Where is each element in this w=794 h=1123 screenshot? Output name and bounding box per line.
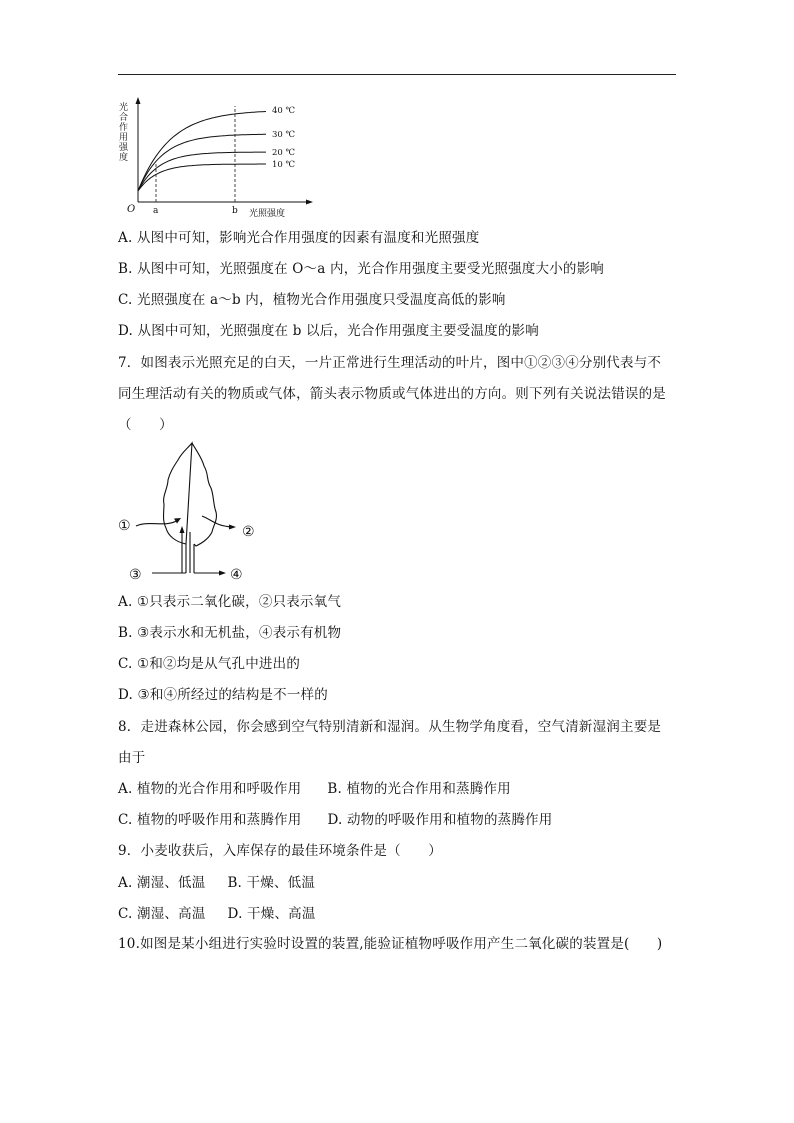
y-axis-arrow (136, 97, 141, 104)
q7-option-c: C. ①和②均是从气孔中进出的 (118, 656, 301, 672)
label-3: ③ (129, 567, 142, 583)
arrow-4-head (219, 571, 226, 576)
q9-option-a: A. 潮湿、低温 (118, 875, 206, 891)
q7-stem-line1: 7．如图表示光照充足的白天，一片正常进行生理活动的叶片，图中①②③④分别代表与不 (118, 355, 662, 371)
arrow-2 (202, 516, 232, 527)
curve-2 (138, 152, 266, 191)
y-label-char: 用 (119, 133, 129, 143)
curve-0 (138, 112, 266, 192)
label-2: ② (242, 524, 255, 540)
q9-option-d: D. 干燥、高温 (227, 906, 316, 922)
curve-1 (138, 134, 266, 191)
q8-option-a: A. 植物的光合作用和呼吸作用 (118, 781, 302, 797)
q7-option-d: D. ③和④所经过的结构是不一样的 (118, 687, 328, 703)
y-label-char: 光 (119, 103, 129, 113)
y-axis-label (119, 101, 129, 163)
photosynthesis-graph (116, 96, 316, 222)
y-label-char: 作 (119, 123, 129, 133)
q8-stem-line1: 8．走进森林公园，你会感到空气特别清新和湿润。从生物学角度看，空气清新湿润主要是 (118, 719, 662, 735)
tick-a-label: a (153, 206, 159, 216)
tick-b-label: b (232, 206, 238, 216)
q8-options-row2 (118, 811, 552, 829)
q7-option-a: A. ①只表示二氧化碳，②只表示氧气 (118, 594, 342, 610)
label-4: ④ (230, 567, 243, 583)
q9-options-row2 (118, 905, 316, 923)
leaf-outline (164, 443, 217, 546)
header-rule (118, 74, 676, 75)
arrow-2-head (229, 525, 236, 530)
curve-label-3: 10 ℃ (272, 160, 296, 170)
q6-option-c: C. 光照强度在 a～b 内，植物光合作用强度只受温度高低的影响 (118, 292, 506, 308)
curve-labels-group (272, 106, 295, 170)
origin-label: O (127, 204, 136, 215)
y-label-char: 强 (119, 143, 129, 153)
q8-option-c: C. 植物的呼吸作用和蒸腾作用 (118, 812, 302, 828)
y-label-char: 度 (119, 153, 129, 163)
q9-option-b: B. 干燥、低温 (227, 875, 316, 891)
q6-option-d: D. 从图中可知，光照强度在 b 以后，光合作用强度主要受温度的影响 (118, 323, 539, 339)
arrow-3-head (180, 526, 185, 533)
y-label-char: 合 (119, 113, 129, 123)
leaf-diagram (116, 440, 276, 586)
arrow-1 (136, 520, 178, 526)
q8-options-row1 (118, 780, 511, 798)
curve-label-1: 30 ℃ (272, 130, 296, 140)
q8-option-d: D. 动物的呼吸作用和植物的蒸腾作用 (327, 812, 553, 828)
x-axis-arrow (306, 200, 313, 205)
q6-option-b: B. 从图中可知，光照强度在 O～a 内，光合作用强度主要受光照强度大小的影响 (118, 261, 605, 277)
q7-option-b: B. ③表示水和无机盐，④表示有机物 (118, 625, 342, 641)
q8-option-b: B. 植物的光合作用和蒸腾作用 (327, 781, 511, 797)
arrow-1-head (174, 518, 181, 524)
curve-label-2: 20 ℃ (272, 148, 296, 158)
q7-paren: （ ） (118, 417, 173, 433)
q9-options-row1 (118, 874, 315, 892)
q6-option-a: A. 从图中可知，影响光合作用强度的因素有温度和光照强度 (118, 230, 480, 246)
q9-stem: 9．小麦收获后，入库保存的最佳环境条件是（ ） (118, 843, 442, 859)
q10-stem: 10.如图是某小组进行实验时设置的装置,能验证植物呼吸作用产生二氧化碳的装置是( ) (118, 936, 663, 952)
curve-label-0: 40 ℃ (272, 106, 296, 116)
label-1: ① (118, 518, 131, 534)
x-axis-label: 光照强度 (249, 209, 286, 219)
q7-stem-line2: 同生理活动有关的物质或气体，箭头表示物质或气体进出的方向。则下列有关说法错误的是 (118, 386, 666, 402)
q8-stem-line2: 由于 (118, 750, 146, 766)
q9-option-c: C. 潮湿、高温 (118, 906, 206, 922)
curves-group (138, 112, 266, 192)
